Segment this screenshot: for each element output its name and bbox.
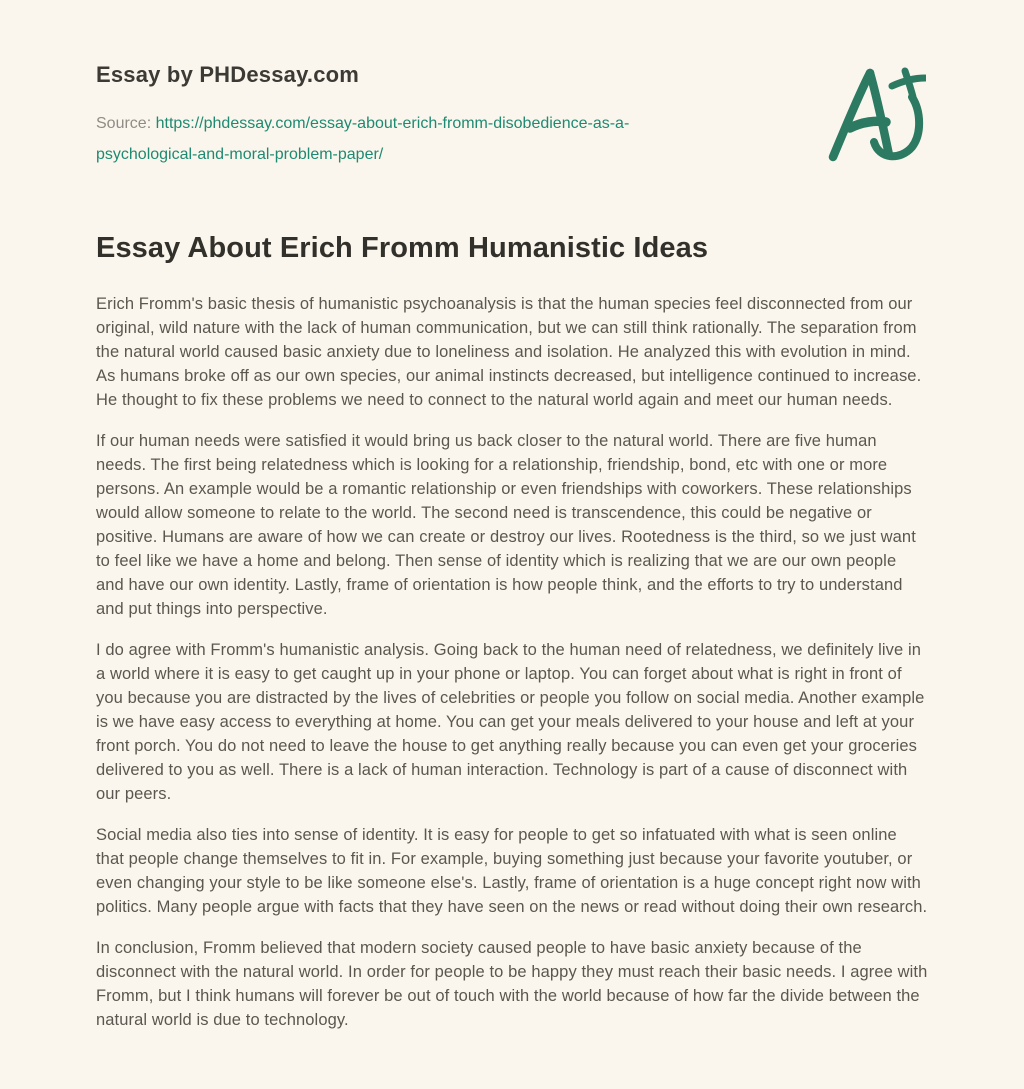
byline: Essay by PHDessay.com (96, 62, 360, 87)
source-line (96, 108, 664, 170)
essay-title: Essay About Erich Fromm Humanistic Ideas (96, 232, 709, 264)
essay-paragraph: Erich Fromm's basic thesis of humanistic psychoanalysis is that the human species feel disconnected from our original, wild nature with the lack of human communication, but we can still think rationally. The separation from the natural world caused basic anxiety due to loneliness and isolation. He analyzed this with evolution in mind. As humans broke off as our own species, our animal instincts decreased, but intelligence continued to increase. He thought to fix these problems we need to connect to the natural world again and meet our human needs. (96, 295, 922, 409)
source-label: Source: (96, 115, 152, 132)
essay-paragraph: In conclusion, Fromm believed that modern society caused people to have basic anxiety because of the disconnect with the natural world. In order for people to be happy they must reach their basic needs. I agree with Fromm, but I think humans will forever be out of touch with the world because of how far the divide between the natural world is due to technology. (96, 939, 928, 1029)
essay-body (96, 292, 928, 1032)
essay-paragraph: I do agree with Fromm's humanistic analysis. Going back to the human need of relatedness, we definitely live in a world where it is easy to get caught up in your phone or laptop. You can forget about what is right in front of you because you are distracted by the lives of celebrities or people you follow on social media. Another example is we have easy access to everything at home. You can get your meals delivered to your house and left at your front porch. You do not need to leave the house to get anything really because you can even get your groceries delivered to you as well. There is a lack of human interaction. Technology is part of a cause of disconnect with our peers. (96, 641, 925, 803)
essay-paragraph: Social media also ties into sense of identity. It is easy for people to get so infatuated with what is seen online that people change themselves to fit in. For example, buying something just because your favorite youtuber, or even changing your style to be like someone else's. Lastly, frame of orientation is a huge concept right now with politics. Many people argue with facts that they have seen on the news or read without doing their own research. (96, 826, 928, 916)
aplus-logo-icon (826, 62, 926, 170)
source-link[interactable]: https://phdessay.com/essay-about-erich-fromm-disobedience-as-a-psychological-and-moral-problem-paper/ (96, 115, 630, 163)
header-text-block (96, 62, 664, 170)
page-header (96, 62, 928, 170)
essay-paragraph: If our human needs were satisfied it would bring us back closer to the natural world. There are five human needs. The first being relatedness which is looking for a relationship, friendship, bond, etc with one or more persons. An example would be a romantic relationship or even friendships with coworkers. These relationships would allow someone to relate to the world. The second need is transcendence, this could be negative or positive. Humans are aware of how we can create or destroy our lives. Rootedness is the third, so we just want to feel like we have a home and belong. Then sense of identity which is realizing that we are our own people and have our own identity. Lastly, frame of orientation is how people think, and the efforts to try to understand and put things into perspective. (96, 432, 916, 618)
